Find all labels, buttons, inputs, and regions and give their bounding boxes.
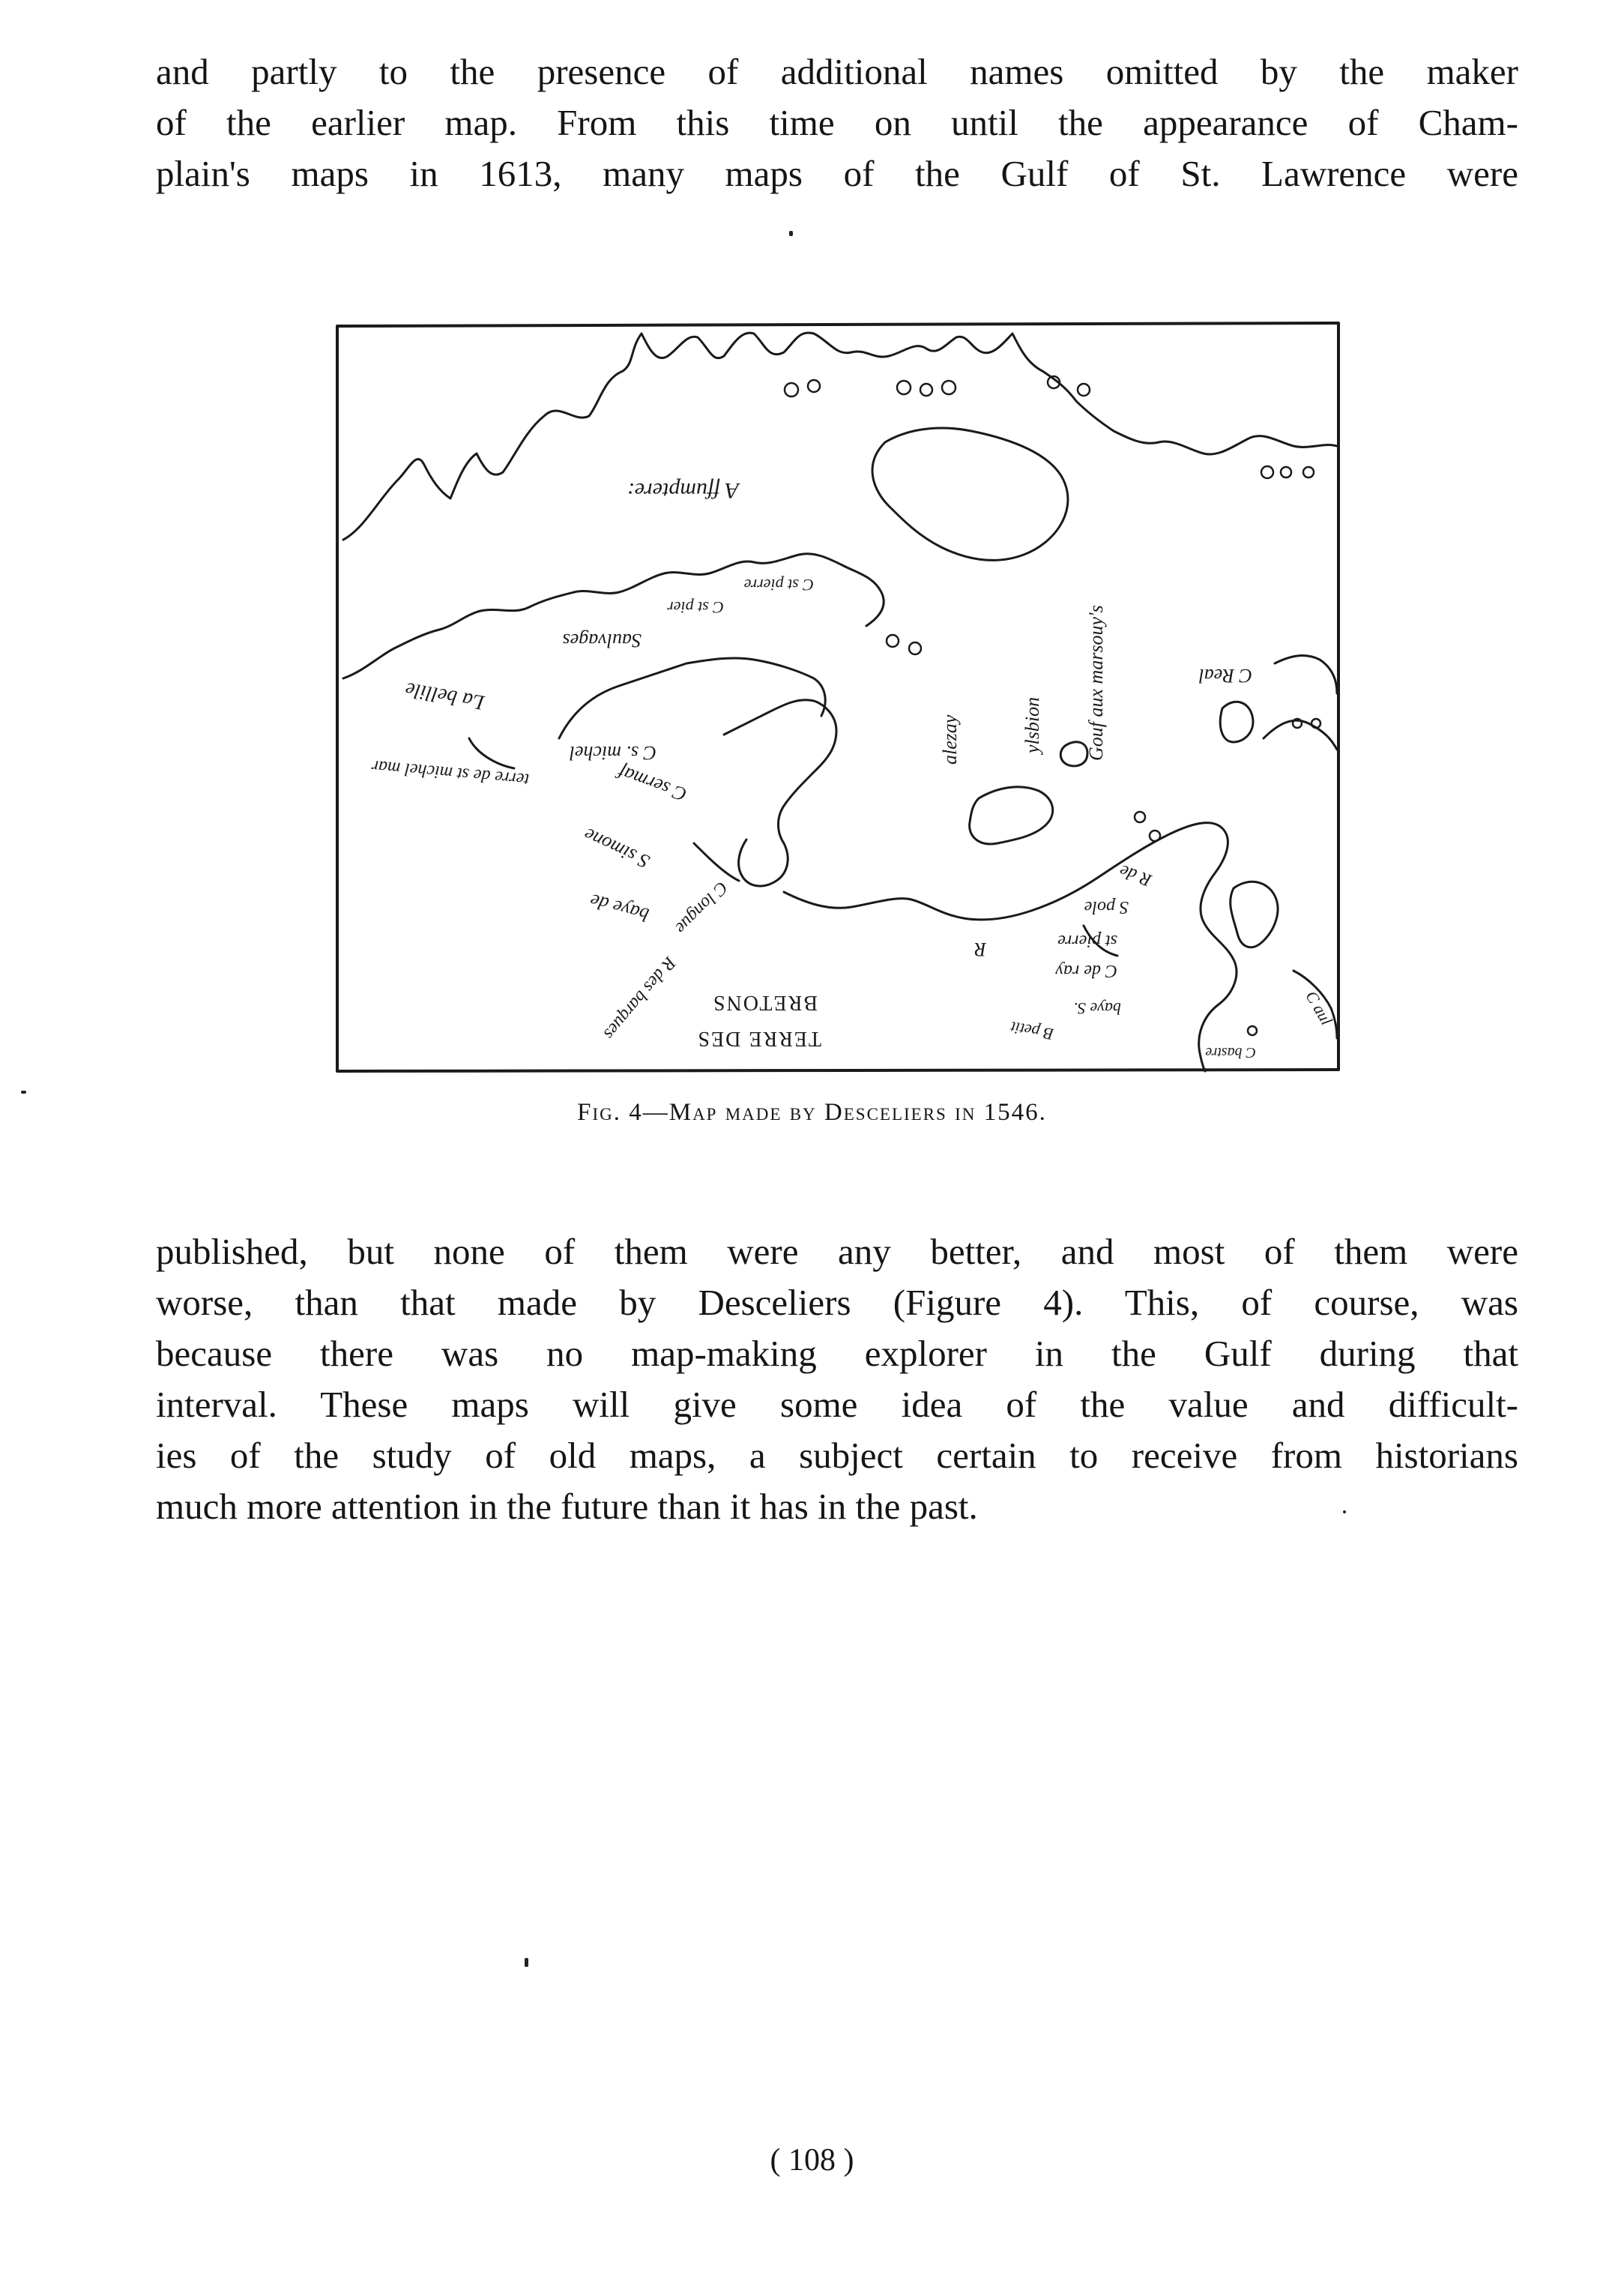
map-label: C de ray <box>1055 961 1117 980</box>
text-line: worse, than that made by Desceliers (Figure 4). This, of course, was <box>156 1282 1518 1323</box>
pei-island <box>970 787 1053 844</box>
map-label: C s. michel <box>569 742 656 764</box>
scan-speck <box>789 231 793 236</box>
map-label: B petit <box>1009 1018 1055 1044</box>
map-label: S pole <box>1084 897 1129 917</box>
map-label: C sermaf <box>615 761 690 806</box>
strait-shore <box>559 658 825 738</box>
map-label: R des barques <box>599 953 680 1043</box>
text-line: interval. These maps will give some idea of the value and difficult- <box>156 1384 1518 1425</box>
north-island <box>872 428 1068 560</box>
map-label: ylsbion <box>1021 696 1043 753</box>
text-line: and partly to the presence of additional names omitted by the maker <box>156 51 1518 92</box>
map-label: C st pier <box>667 598 724 617</box>
map-label: A ffumptere: <box>627 478 739 503</box>
cape-breton-island <box>1231 882 1278 947</box>
map-frame <box>337 323 1338 1071</box>
text-line: of the earlier map. From this time on until the appearance of Cham- <box>156 102 1518 143</box>
map-label: terre de st michel mar <box>370 756 531 789</box>
figure-caption: Fig. 4—Map made by Desceliers in 1546. <box>577 1099 1047 1126</box>
map-label: R <box>974 938 986 960</box>
newfoundland-island <box>1220 702 1253 742</box>
east-coast-2 <box>1264 720 1337 750</box>
map-label: st pierre <box>1057 931 1117 950</box>
text-line: published, but none of them were any better, and most of them were <box>156 1231 1518 1272</box>
scan-speck <box>21 1091 26 1094</box>
river-2 <box>694 843 739 881</box>
map-label: BRETONS <box>711 991 818 1014</box>
river-1 <box>469 738 514 768</box>
labrador-coast <box>343 554 884 678</box>
magdalen-island <box>1060 742 1087 766</box>
map-label: C aul <box>1302 987 1337 1028</box>
map-label: C st pierre <box>743 576 814 594</box>
map-figure <box>334 319 1342 1076</box>
map-label: C Real <box>1198 665 1252 687</box>
map-label: La bellile <box>403 677 486 714</box>
gaspe-peninsula <box>724 700 836 886</box>
text-line: plain's maps in 1613, many maps of the Gulf of St. Lawrence were <box>156 153 1518 194</box>
map-label: baye de <box>588 889 652 926</box>
map-label: Saulvages <box>562 630 642 651</box>
text-line: much more attention in the future than it has in the past. <box>156 1486 978 1527</box>
map-label: TERRE DES <box>696 1027 821 1050</box>
text-line: ies of the study of old maps, a subject certain to receive from historians <box>156 1435 1518 1476</box>
text-line: because there was no map-making explorer in the Gulf during that <box>156 1333 1518 1374</box>
map-label: C bastre <box>1205 1044 1256 1061</box>
page-number: ( 108 ) <box>770 2143 854 2178</box>
map-label: Gouf aux marsouy's <box>1085 605 1107 761</box>
map-label: S simone <box>580 823 653 873</box>
paragraph-top <box>156 46 1518 199</box>
paragraph-bottom <box>156 1226 1518 1532</box>
map-label: alezay <box>939 714 961 765</box>
east-coast <box>1275 656 1337 693</box>
desceliers-map <box>334 319 1342 1076</box>
north-coastline <box>343 333 1337 540</box>
map-label: C longue <box>671 877 731 938</box>
map-label: baye S. <box>1073 999 1121 1018</box>
map-label: R de <box>1117 860 1155 891</box>
scan-speck <box>1343 1510 1346 1513</box>
scan-speck <box>525 1958 528 1967</box>
